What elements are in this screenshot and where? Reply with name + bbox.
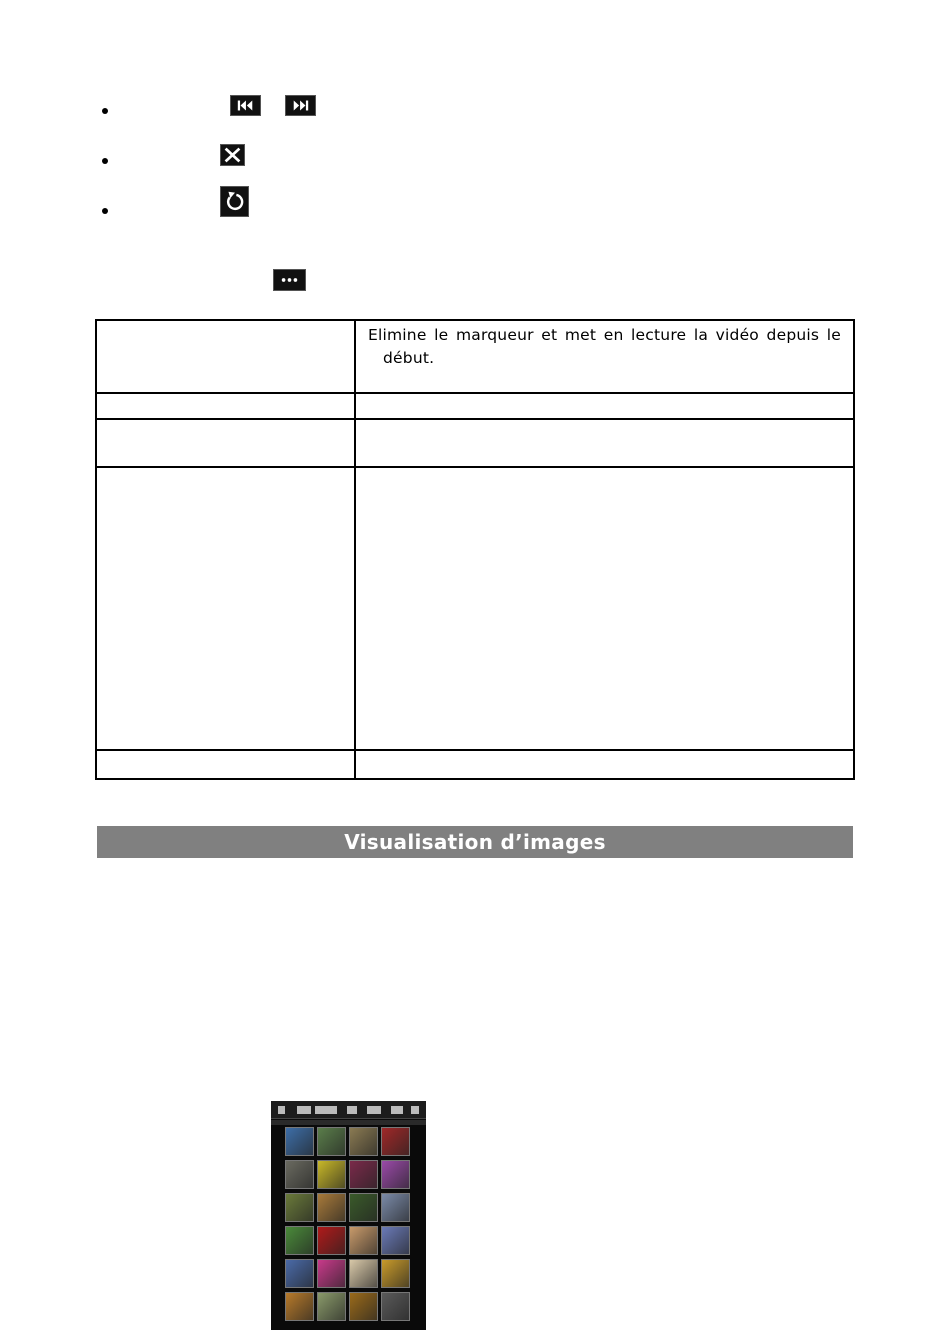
home-icon	[278, 1106, 285, 1114]
image-thumbnail[interactable]	[349, 1127, 378, 1156]
table-row	[97, 394, 853, 420]
previous-track-icon[interactable]	[230, 95, 261, 116]
image-thumbnail[interactable]	[317, 1160, 346, 1189]
image-thumbnail[interactable]	[285, 1226, 314, 1255]
more-options-icon[interactable]	[273, 269, 306, 291]
close-icon[interactable]	[220, 144, 245, 166]
bullet-3	[102, 208, 108, 214]
image-thumbnail[interactable]	[381, 1160, 410, 1189]
image-thumbnail[interactable]	[285, 1292, 314, 1321]
image-thumbnail[interactable]	[317, 1193, 346, 1222]
volume-icon	[347, 1106, 357, 1114]
menu-icon	[411, 1106, 419, 1114]
bullet-2	[102, 158, 108, 164]
refresh-icon[interactable]	[220, 186, 249, 217]
image-thumbnail[interactable]	[349, 1259, 378, 1288]
image-thumbnail[interactable]	[349, 1193, 378, 1222]
description-line: Elimine le marqueur et met en lecture la vidéo depuis le	[368, 326, 841, 344]
image-thumbnail[interactable]	[285, 1160, 314, 1189]
bullet-1	[102, 108, 108, 114]
status-indicator	[297, 1106, 311, 1114]
status-bar	[271, 1101, 426, 1119]
image-thumbnail[interactable]	[381, 1226, 410, 1255]
image-viewer-screenshot	[271, 1101, 426, 1330]
image-thumbnail[interactable]	[317, 1226, 346, 1255]
battery-icon	[391, 1106, 403, 1114]
next-track-icon[interactable]	[285, 95, 316, 116]
image-thumbnail[interactable]	[349, 1160, 378, 1189]
image-thumbnail[interactable]	[285, 1127, 314, 1156]
image-thumbnail[interactable]	[381, 1127, 410, 1156]
table-column-divider	[354, 321, 356, 778]
status-indicator	[315, 1106, 337, 1114]
table-cell-description	[368, 324, 841, 370]
table-row	[97, 751, 853, 778]
image-thumbnail[interactable]	[349, 1226, 378, 1255]
image-thumbnail[interactable]	[317, 1292, 346, 1321]
toolbar	[271, 1120, 426, 1125]
image-thumbnail[interactable]	[317, 1259, 346, 1288]
options-table	[95, 319, 855, 780]
status-indicator	[367, 1106, 381, 1114]
image-thumbnail[interactable]	[285, 1193, 314, 1222]
image-thumbnail[interactable]	[381, 1193, 410, 1222]
description-line: début.	[383, 349, 435, 367]
table-row	[97, 321, 853, 394]
table-row	[97, 420, 853, 468]
image-thumbnail[interactable]	[381, 1259, 410, 1288]
image-thumbnail[interactable]	[285, 1259, 314, 1288]
image-thumbnail[interactable]	[349, 1292, 378, 1321]
section-title: Visualisation d’images	[97, 826, 853, 858]
image-thumbnail[interactable]	[317, 1127, 346, 1156]
table-row	[97, 468, 853, 751]
image-thumbnail[interactable]	[381, 1292, 410, 1321]
